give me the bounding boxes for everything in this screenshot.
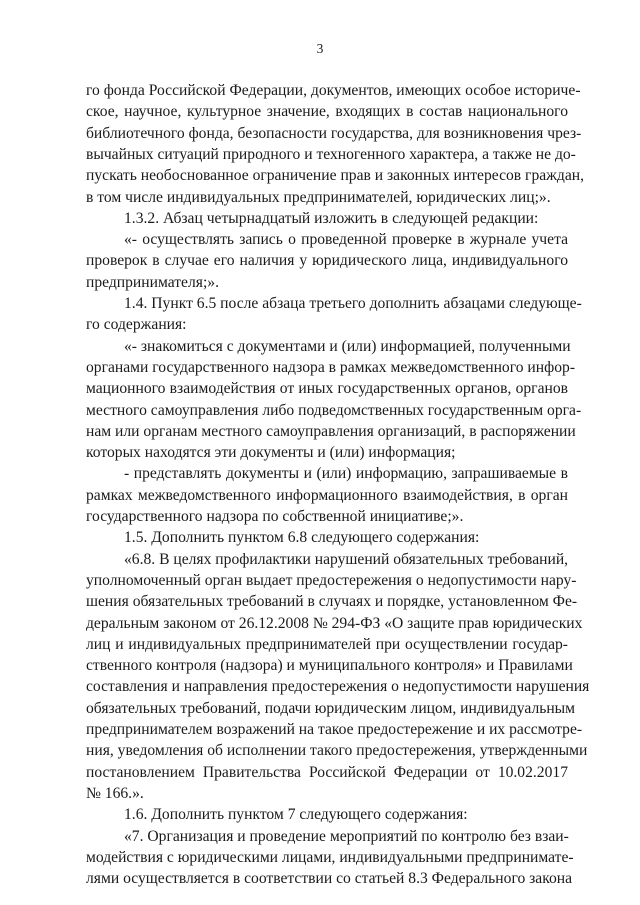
text-line: модействия с юридическими лицами, индивидуальными предпринимате- — [86, 848, 574, 866]
text-line: 1.4. Пункт 6.5 после абзаца третьего дополнить абзацами следующе- — [124, 295, 582, 312]
text-line: местного самоуправления либо подведомственных государственным орга- — [86, 401, 582, 419]
page-number: 3 — [316, 41, 324, 56]
text-line: 1.6. Дополнить пунктом 7 следующего содержания: — [124, 806, 468, 824]
text-line: 1.3.2. Абзац четырнадцатый изложить в следующей редакции: — [124, 209, 539, 227]
text-line: «- осуществлять запись о проведенной проверке в журнале учета — [124, 231, 568, 249]
text-line: мационного взаимодействия от иных государственных органов, органов — [86, 380, 568, 398]
text-line: лиц и индивидуальных предпринимателей при осуществлении государ- — [86, 635, 568, 653]
text-line: органами государственного надзора в рамках межведомственного инфор- — [86, 358, 576, 376]
text-line: го содержания: — [86, 316, 187, 334]
text-line: библиотечного фонда, безопасности государства, для возникновения чрез- — [86, 124, 582, 142]
text-line: вычайных ситуаций природного и техногенного характера, а также не до- — [86, 145, 576, 163]
text-line: рамках межведомственного информационного взаимодействия, в орган — [86, 486, 568, 504]
text-line: составления и направления предостережения о недопустимости нарушения — [86, 678, 590, 696]
text-line: в том числе индивидуальных предпринимателей, юридических лиц;». — [86, 188, 551, 206]
text-line: предпринимателем возражений на такое предостережение и их рассмотре- — [86, 721, 583, 738]
text-line: пускать необоснованное ограничение прав и законных интересов граждан, — [86, 167, 585, 185]
text-line: обязательных требований, подачи юридическим лицом, индивидуальным — [86, 699, 576, 717]
text-line: № 166.». — [86, 784, 144, 802]
text-line: ственного контроля (надзора) и муниципального контроля» и Правилами — [86, 657, 573, 675]
text-line: лями осуществляется в соответствии со статьей 8.3 Федерального закона — [86, 870, 573, 888]
text-line: - представлять документы и (или) информацию, запрашиваемые в — [124, 465, 568, 483]
text-line: государственного надзора по собственной инициативе;». — [86, 508, 464, 525]
text-line: «6.8. В целях профилактики нарушений обязательных требований, — [124, 550, 569, 568]
text-line: предпринимателя;». — [86, 273, 219, 291]
text-line: уполномоченный орган выдает предостережения о недопустимости нару- — [86, 571, 577, 589]
text-line: постановлением Правительства Российской Федерации от 10.02.2017 — [86, 763, 568, 781]
text-line: которых находятся эти документы и (или) информация; — [86, 444, 456, 462]
text-line: го фонда Российской Федерации, документов, имеющих особое историче- — [86, 82, 581, 99]
text-line: шения обязательных требований в случаях и порядке, установленном Фе- — [86, 593, 578, 611]
text-line: «7. Организация и проведение мероприятий по контролю без взаи- — [124, 827, 569, 845]
text-line: ния, уведомления об исполнении такого предостережения, утвержденными — [86, 742, 588, 760]
text-line: 1.5. Дополнить пунктом 6.8 следующего содержания: — [124, 529, 480, 547]
text-line: «- знакомиться с документами и (или) информацией, полученными — [124, 337, 571, 355]
text-line: проверок в случае его наличия у юридического лица, индивидуального — [86, 252, 568, 270]
text-line: нам или органам местного самоуправления организаций, в распоряжении — [86, 422, 576, 440]
text-line: ское, научное, культурное значение, входящих в состав национального — [86, 103, 568, 121]
text-line: деральным законом от 26.12.2008 № 294-ФЗ «О защите прав юридических — [86, 614, 583, 632]
